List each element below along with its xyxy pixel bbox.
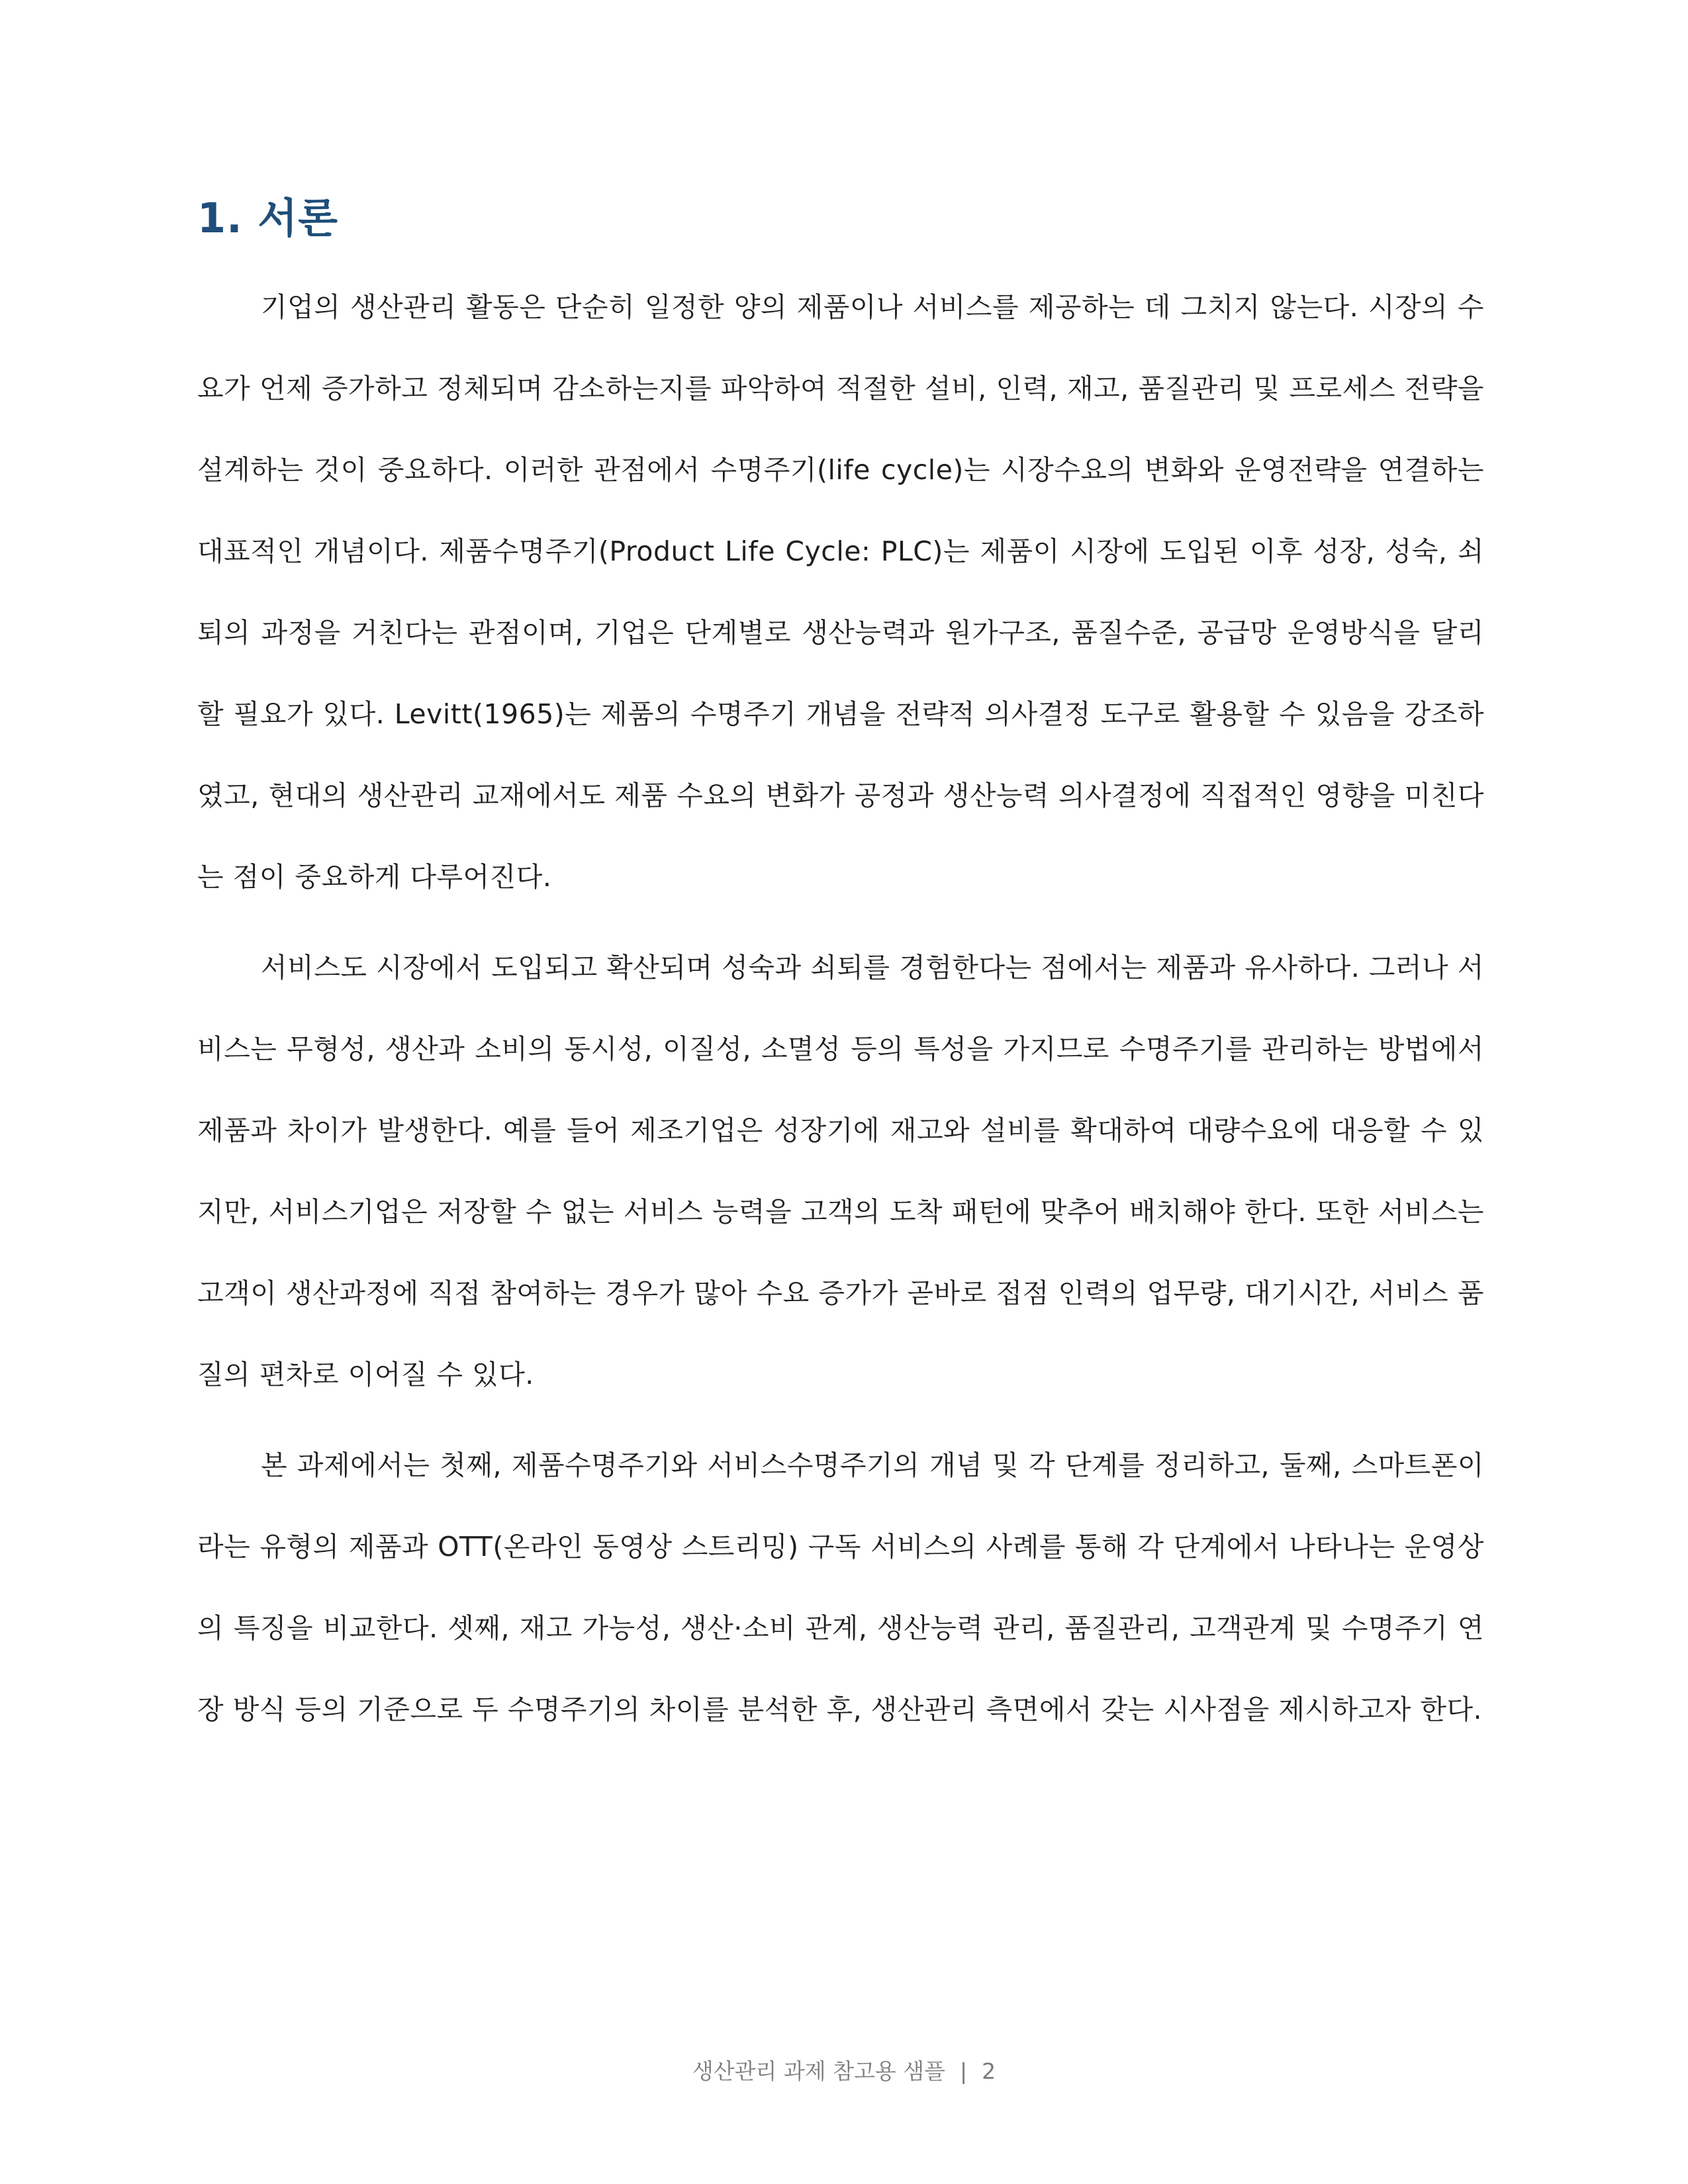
page-footer: [0, 2052, 1688, 2091]
body-paragraph: 본 과제에서는 첫째, 제품수명주기와 서비스수명주기의 개념 및 각 단계를 정리하고, 둘째, 스마트폰이라는 유형의 제품과 OTT(온라인 동영상 스트리밍) 구독 서비스의 사례를 통해 각 단계에서 나타나는 운영상의 특징을 비교한다. 셋째, 재고 가능성, 생산·소비 관계, 생산능력 관리, 품질관리, 고객관계 및 수명주기 연장 방식 등의 기준으로 두 수명주기의 차이를 분석한 후, 생산관리 측면에서 갖는 시사점을 제시하고자 한다.: [197, 1449, 1484, 1725]
body-paragraph: 기업의 생산관리 활동은 단순히 일정한 양의 제품이나 서비스를 제공하는 데 그치지 않는다. 시장의 수요가 언제 증가하고 정체되며 감소하는지를 파악하여 적절한 설비, 인력, 재고, 품질관리 및 프로세스 전략을 설계하는 것이 중요하다. 이러한 관점에서 수명주기(life cycle)는 시장수요의 변화와 운영전략을 연결하는 대표적인 개념이다. 제품수명주기(Product Life Cycle: PLC)는 제품이 시장에 도입된 이후 성장, 성숙, 쇠퇴의 과정을 거친다는 관점이며, 기업은 단계별로 생산능력과 원가구조, 품질수준, 공급망 운영방식을 달리할 필요가 있다. Levitt(1965)는 제품의 수명주기 개념을 전략적 의사결정 도구로 활용할 수 있음을 강조하였고, 현대의 생산관리 교재에서도 제품 수요의 변화가 공정과 생산능력 의사결정에 직접적인 영향을 미친다는 점이 중요하게 다루어진다.: [197, 291, 1484, 893]
page-body: [197, 189, 1484, 1760]
footer-title: 생산관리 과제 참고용 샘플: [692, 2058, 945, 2084]
page-number: 2: [982, 2058, 996, 2084]
body-paragraph: 서비스도 시장에서 도입되고 확산되며 성숙과 쇠퇴를 경험한다는 점에서는 제품과 유사하다. 그러나 서비스는 무형성, 생산과 소비의 동시성, 이질성, 소멸성 등의 특성을 가지므로 수명주기를 관리하는 방법에서 제품과 차이가 발생한다. 예를 들어 제조기업은 성장기에 재고와 설비를 확대하여 대량수요에 대응할 수 있지만, 서비스기업은 저장할 수 없는 서비스 능력을 고객의 도착 패턴에 맞추어 배치해야 한다. 또한 서비스는 고객이 생산과정에 직접 참여하는 경우가 많아 수요 증가가 곧바로 접점 인력의 업무량, 대기시간, 서비스 품질의 편차로 이어질 수 있다.: [197, 952, 1484, 1390]
section-heading: 1. 서론: [197, 194, 339, 242]
footer-separator: |: [960, 2058, 968, 2084]
